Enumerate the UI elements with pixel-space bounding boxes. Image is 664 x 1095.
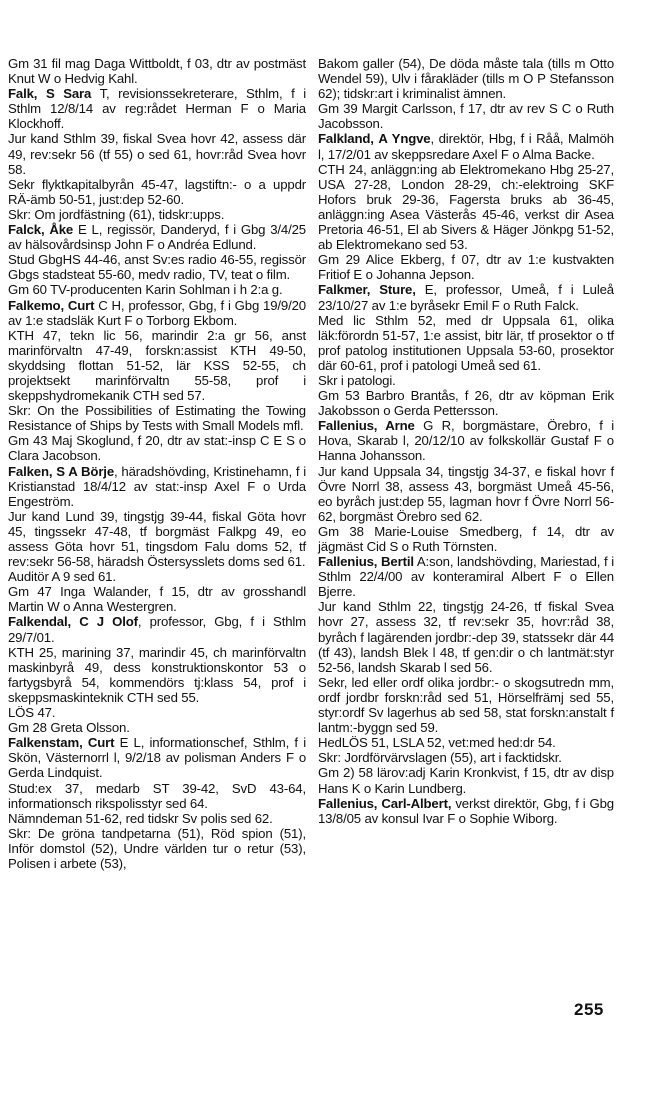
person-surname: Falken, bbox=[8, 463, 53, 479]
biography-paragraph bbox=[8, 282, 306, 297]
person-surname: Falkenstam, Curt bbox=[8, 735, 115, 751]
person-surname: Fallenius, Arne bbox=[318, 418, 415, 434]
biography-entry-heading bbox=[8, 298, 306, 328]
paragraph-text: LÖS 47. bbox=[8, 705, 56, 721]
page-number: 255 bbox=[574, 1000, 604, 1019]
biography-paragraph bbox=[8, 826, 306, 871]
biography-paragraph bbox=[8, 177, 306, 207]
person-surname: Falkemo, Curt bbox=[8, 297, 95, 313]
paragraph-text: Nämndeman 51-62, red tidskr Sv polis sed 62. bbox=[8, 810, 273, 826]
person-surname: Falkland, bbox=[318, 131, 374, 147]
biography-paragraph bbox=[318, 735, 614, 750]
biography-entry-heading bbox=[318, 796, 614, 826]
biography-entry-heading bbox=[318, 282, 614, 312]
biography-entry-heading bbox=[8, 735, 306, 780]
paragraph-text: Med lic Sthlm 52, med dr Uppsala 61, olika läk:förordn 51-57, 1:e assist, bitr lär, tf prosektor o tf prof patolog institutionen Uppsala 53-60, prosektor där 60-61, prof i patologi Umeå sed 61. bbox=[318, 312, 614, 373]
paragraph-text: Skr: Om jordfästning (61), tidskr:upps. bbox=[8, 206, 225, 222]
biography-paragraph bbox=[8, 584, 306, 614]
paragraph-text: Gm 43 Maj Skoglund, f 20, dtr av stat:-insp C E S o Clara Jacobson. bbox=[8, 433, 306, 464]
biography-paragraph bbox=[8, 811, 306, 826]
person-surname: Fallenius, bbox=[318, 554, 378, 570]
paragraph-text: Gm 60 TV-producenten Karin Sohlman i h 2:a g. bbox=[8, 282, 283, 298]
paragraph-text: KTH 25, marining 37, marindir 45, ch marinförvaltn maskinbyrå 49, dess konstruktionskontor 53 o fartygsbyrå 54, kommendörs tj:klass 54, prof i skeppsmaskinteknik CTH sed 55. bbox=[8, 644, 306, 705]
biography-paragraph bbox=[8, 569, 306, 584]
person-surname: Falkmer, Sture, bbox=[318, 282, 416, 298]
biography-paragraph bbox=[318, 56, 614, 101]
paragraph-text: Gm 39 Margit Carlsson, f 17, dtr av rev S C o Ruth Jacobsson. bbox=[318, 101, 614, 132]
person-surname: Fallenius, Carl-Albert, bbox=[318, 795, 452, 811]
paragraph-text: Skr i patologi. bbox=[318, 372, 396, 388]
biography-paragraph bbox=[318, 313, 614, 373]
biography-paragraph bbox=[318, 524, 614, 554]
biography-entry-heading bbox=[8, 614, 306, 644]
biography-paragraph bbox=[318, 373, 614, 388]
paragraph-text: KTH 47, tekn lic 56, marindir 2:a gr 56, anst marinförvaltn 47-49, forskn:assist KTH 49-50, skyddsing flottan 51-52, lär KSS 52-55, ch projektsekt marinförvaltn 55-58, prof i skeppshydromekanik CTH sed 57. bbox=[8, 327, 306, 404]
entry-details: E L, informationschef, Sthlm, f i Skön, Västernorrl l, 9/2/18 av polisman Anders F o Gerda Lindquist. bbox=[8, 735, 306, 781]
biography-paragraph bbox=[318, 675, 614, 735]
biography-paragraph bbox=[318, 464, 614, 524]
paragraph-text: Gm 47 Inga Walander, f 15, dtr av grosshandl Martin W o Anna Westergren. bbox=[8, 584, 306, 615]
biography-paragraph bbox=[8, 705, 306, 720]
biography-paragraph bbox=[318, 252, 614, 282]
paragraph-text: Gm 38 Marie-Louise Smedberg, f 14, dtr av jägmäst Cid S o Ruth Törnsten. bbox=[318, 523, 614, 554]
paragraph-text: Sekr flyktkapitalbyrån 45-47, lagstiftn:- o a uppdr RÄ-ämb 50-51, just:dep 52-60. bbox=[8, 176, 306, 207]
biography-paragraph bbox=[318, 599, 614, 674]
paragraph-text: Sekr, led eller ordf olika jordbr:- o skogsutredn mm, ordf jordbr forskn:råd sed 51, Hörselfrämj sed 55, styr:ordf Sv lagerhus ab sed 58, stat forskn:anstalt f lantm:-byggn sed 59. bbox=[318, 674, 614, 736]
biography-paragraph bbox=[318, 388, 614, 418]
paragraph-text: Gm 2) 58 lärov:adj Karin Kronkvist, f 15, dtr av disp Hans K o Karin Lundberg. bbox=[318, 765, 614, 796]
person-given-name: S Sara bbox=[45, 86, 92, 102]
biography-entry-heading bbox=[318, 418, 614, 463]
biography-paragraph bbox=[8, 131, 306, 176]
biography-paragraph bbox=[8, 433, 306, 463]
entry-details: A:son, landshövding, Mariestad, f i Sthlm 22/4/00 av konteramiral Albert F o Ellen Bjerre. bbox=[318, 554, 614, 600]
paragraph-text: Skr: Jordförvärvslagen (55), art i facktidskr. bbox=[318, 750, 562, 766]
entry-details: , professor, Gbg, f i Sthlm 29/7/01. bbox=[8, 614, 307, 645]
biography-paragraph bbox=[8, 403, 306, 433]
paragraph-text: Stud:ex 37, medarb ST 39-42, SvD 43-64, informationsch rikspolisstyr sed 64. bbox=[8, 780, 306, 811]
person-surname: Falkendal, bbox=[8, 614, 71, 630]
biography-entry-heading bbox=[318, 131, 614, 161]
biography-paragraph bbox=[318, 101, 614, 131]
paragraph-text: Jur kand Sthlm 39, fiskal Svea hovr 42, assess där 49, rev:sekr 56 (tf 55) o sed 61, hovr:råd Svea hovr 58. bbox=[8, 131, 306, 177]
paragraph-text: Skr: On the Possibilities of Estimating the Towing Resistance of Ships by Tests with Small Models mfl. bbox=[8, 403, 306, 434]
entry-details: T, revisionssekreterare, Sthlm, f i Sthlm 12/8/14 av reg:rådet Herman F o Maria Klockhoff. bbox=[8, 86, 306, 132]
biography-paragraph bbox=[8, 328, 306, 403]
biography-paragraph bbox=[8, 207, 306, 222]
person-given-name: Bertil bbox=[381, 554, 414, 570]
paragraph-text: Gm 53 Barbro Brantås, f 26, dtr av köpman Erik Jakobsson o Gerda Pettersson. bbox=[318, 388, 614, 419]
biography-paragraph bbox=[318, 765, 614, 795]
paragraph-text: HedLÖS 51, LSLA 52, vet:med hed:dr 54. bbox=[318, 735, 556, 751]
entry-details: , häradshövding, Kristinehamn, f i Kristianstad 18/4/12 av stat:-insp Axel F o Urda Engeström. bbox=[8, 463, 307, 509]
biography-entry-heading bbox=[318, 554, 614, 599]
biography-paragraph bbox=[318, 750, 614, 765]
paragraph-text: Gm 28 Greta Olsson. bbox=[8, 720, 130, 736]
entry-details: verkst direktör, Gbg, f i Gbg 13/8/05 av konsul Ivar F o Sophie Wiborg. bbox=[318, 795, 614, 826]
paragraph-text: Auditör A 9 sed 61. bbox=[8, 569, 116, 585]
paragraph-text: CTH 24, anläggn:ing ab Elektromekano Hbg 25-27, USA 27-28, London 28-29, ch:-elektroing SKF Hofors bruk 29-36, Fagersta bruks ab 36-45, anläggn:ing Asea Västerås 45-46, verkst dir Asea Pretoria 46-51, El ab Sivers & Häger Jönkpg 51-52, ab Elektromekano sed 53. bbox=[318, 161, 614, 253]
biography-paragraph bbox=[8, 56, 306, 86]
biography-entry-heading bbox=[8, 464, 306, 509]
paragraph-text: Bakom galler (54), De döda måste tala (tills m Otto Wendel 59), Ulv i fårakläder (tills m O P Stefansson 62); tidskr:art i kriminalist ämnen. bbox=[318, 56, 614, 102]
entry-details: E, professor, Umeå, f i Luleå 23/10/27 av 1:e byråsekr Emil F o Ruth Falck. bbox=[318, 282, 614, 313]
person-given-name: C J Olof bbox=[79, 614, 138, 630]
person-given-name: S A Börje bbox=[56, 463, 115, 479]
biography-paragraph bbox=[8, 252, 306, 282]
biography-entry-heading bbox=[8, 222, 306, 252]
paragraph-text: Gm 29 Alice Ekberg, f 07, dtr av 1:e kustvakten Fritiof E o Johanna Jepson. bbox=[318, 252, 614, 283]
biography-paragraph bbox=[318, 162, 614, 253]
biography-paragraph bbox=[8, 720, 306, 735]
biography-paragraph bbox=[8, 645, 306, 705]
entry-details: , direktör, Hbg, f i Råå, Malmöh l, 17/2/01 av skeppsredare Axel F o Alma Backe. bbox=[318, 131, 614, 162]
left-column bbox=[8, 56, 306, 871]
paragraph-text: Gm 31 fil mag Daga Wittboldt, f 03, dtr av postmäst Knut W o Hedvig Kahl. bbox=[8, 56, 306, 87]
paragraph-text: Stud GbgHS 44-46, anst Sv:es radio 46-55, regissör Gbgs stadsteat 55-60, medv radio, TV, teat o film. bbox=[8, 252, 306, 283]
biography-paragraph bbox=[8, 509, 306, 569]
person-given-name: A Yngve bbox=[378, 131, 431, 147]
paragraph-text: Skr: De gröna tandpetarna (51), Röd spion (51), Inför domstol (52), Undre världen tur o retur (53), Polisen i arbete (53), bbox=[8, 825, 306, 871]
paragraph-text: Jur kand Sthlm 22, tingstjg 24-26, tf fiskal Svea hovr 27, assess 32, tf rev:sekr 35, hovr:råd 38, byråch f lagärenden jordbr:-dep 39, statssekr där 44 (tf 43), landsh Blek l 48, tf gen:dir o ch lantmät:styr 52-56, landsh Skarab l sed 56. bbox=[318, 599, 614, 675]
biography-paragraph bbox=[8, 781, 306, 811]
entry-details: C H, professor, Gbg, f i Gbg 19/9/20 av 1:e stadsläk Kurt F o Torborg Ekbom. bbox=[8, 297, 306, 328]
person-surname: Falck, Åke bbox=[8, 222, 74, 238]
entry-details: G R, borgmästare, Örebro, f i Hova, Skarab l, 20/12/10 av folkskollär Gustaf F o Hanna Johansson. bbox=[318, 418, 614, 464]
paragraph-text: Jur kand Uppsala 34, tingstjg 34-37, e fiskal hovr f Övre Norrl 38, assess 43, borgmäst Umeå 45-56, eo byråch just:dep 55, lagman hovr f Övre Norrl 56-62, borgmäst Örebro sed 62. bbox=[318, 463, 614, 524]
paragraph-text: Jur kand Lund 39, tingstjg 39-44, fiskal Göta hovr 45, tingssekr 47-48, tf borgmäst Falkpg 49, eo assess Göta hovr 51, tingsdom Falu doms 52, tf rev:sekr 56-58, häradsh Östersysslets doms sed 61. bbox=[8, 508, 306, 570]
biography-entry-heading bbox=[8, 86, 306, 131]
right-column bbox=[318, 56, 614, 826]
entry-details: E L, regissör, Danderyd, f i Gbg 3/4/25 av hälsovårdsinsp John F o Andréa Edlund. bbox=[8, 222, 306, 253]
person-surname: Falk, bbox=[8, 86, 38, 102]
